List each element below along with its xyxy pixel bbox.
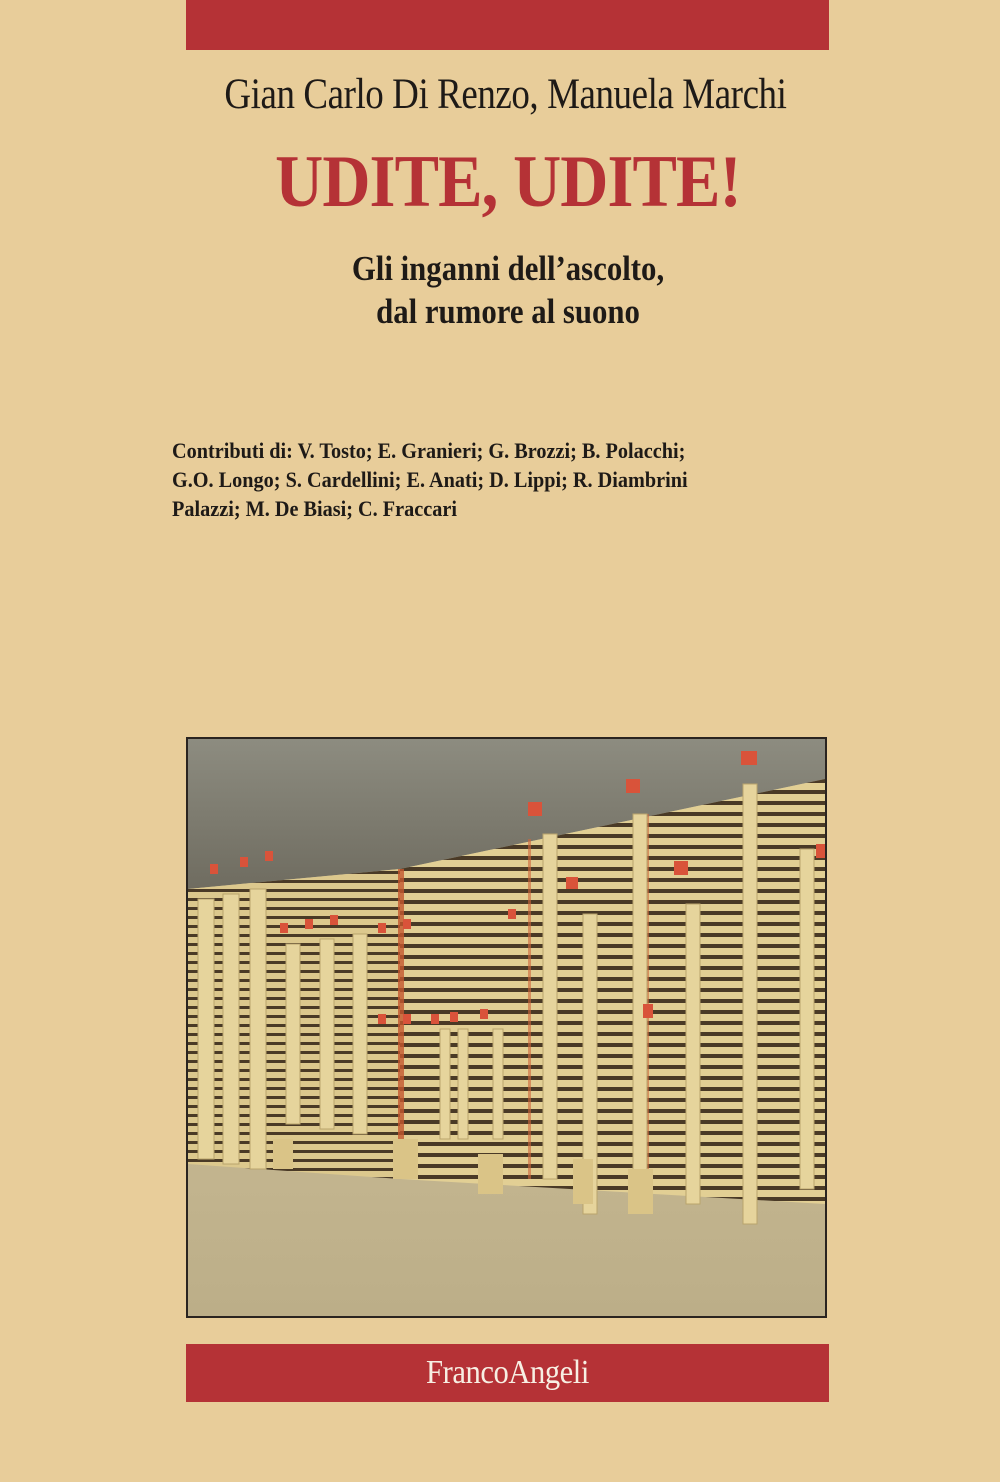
publisher-band <box>186 1344 829 1402</box>
authors: Gian Carlo Di Renzo, Manuela Marchi <box>224 71 787 118</box>
wooden-slat-room-image <box>188 739 825 1316</box>
contributors-line: Contributi di: V. Tosto; E. Granieri; G. Brozzi; B. Polacchi; <box>172 438 686 463</box>
publisher-name: FrancoAngeli <box>426 1354 589 1391</box>
subtitle-line: Gli inganni dell’ascolto, <box>351 249 665 288</box>
top-red-band <box>186 0 829 50</box>
book-subtitle <box>61 247 955 333</box>
book-title: UDITE, UDITE! <box>275 141 741 223</box>
contributors <box>172 436 844 523</box>
subtitle-line: dal rumore al suono <box>376 292 640 331</box>
contributors-line: G.O. Longo; S. Cardellini; E. Anati; D. Lippi; R. Diambrini <box>172 467 688 492</box>
contributors-line: Palazzi; M. De Biasi; C. Fraccari <box>172 496 457 521</box>
cover-photo <box>186 737 827 1318</box>
